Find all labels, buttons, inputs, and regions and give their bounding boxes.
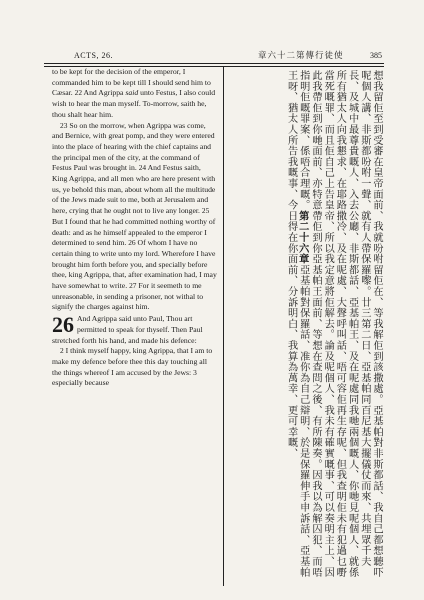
verse-paragraph: 23 So on the morrow, when Agrippa was come, and Bernice, with great pomp, and they were entered into the place of hearing with the chief captains and the principal men of the city, at the command of Festus Paul was brought in. 24 And Festus saith, King Agrippa, and all men who are here present with us, ye behold this man, about whom all the multitude of the Jews made suit to me, both at Jerusalem and here, crying that he ought not to live any longer. 25 But I found that he had committed nothing worthy of death: and as he himself appealed to the emperor I determined to send him. 26 Of whom I have no certain thing to write unto my lord. Wherefore I have brought him forth before you, and specially before thee, king Agrippa, that, after examination had, I may have somewhat to write. 27 For it seemeth to me unreasonable, in sending a prisoner, not withal to signify the charges against him.	[52, 120, 217, 312]
header-chinese-title: 章六十二第傳行徒使	[258, 50, 344, 60]
chapter-start-paragraph: 26 And Agrippa said unto Paul, Thou art permitted to speak for thyself. Then Paul stretched forth his hand, and made his defence:	[52, 312, 203, 345]
chinese-chapter-heading: 第二十六章	[296, 210, 309, 265]
chapter-number: 26	[52, 312, 74, 338]
running-header	[44, 48, 384, 62]
column-divider	[223, 66, 224, 586]
chinese-column	[228, 70, 382, 580]
verse-paragraph: 2 I think myself happy, king Agrippa, that I am to make my defence before thee this day touching all the things whereof I am accused by the Jews: 3 especially because	[52, 346, 213, 388]
header-rule-top	[44, 63, 384, 64]
chinese-text-2: 亞基帕對保羅話、准你為自己辯明、於是保羅伸手申訴話、亞基帕王呀、猶太人所告我嘅事、今日得在你面前、分訴明白、我算為萬幸、更可幸嘅、	[285, 70, 309, 578]
page-number: 385	[370, 50, 382, 60]
english-text: to be kept for the decision of the emperor, I commanded him to be kept till I should send him to Cæsar. 22 And Agrippa said unto Festus, I also could wish to hear the man myself. To-morrow, saith he, thou shalt hear him.	[52, 67, 216, 119]
english-column	[52, 67, 218, 389]
chinese-text: 想我留佢至到受審在皇帝面前、我就吩咐留佢在、等我解佢到該撒處。亞基帕對非斯都話、我自己都想聽吓呢個人講、非斯都吩咐一聲、就有人帶保羅嚟。廿三第二日、亞基帕同百尼基大擺儀仗而來、共埋眾千夫長、及城中最尊貴嘅人、入去公廳、非斯都話、亞基帕王、及在呢處同我哋兩個嘅人、你哋見呢個人、就係所有猶太人向我懇求、在耶路撒冷、及在呢處、大聲呼叫話、唔可容佢再生存呢、但我查明佢未有犯過乜嘢當死嘅罪、而且佢自己上告皇帝、所以我定意將佢解去。論及呢個人、我未有確實嘅事、可以奏明主上、因此我帶佢到你哋面前、亦特意帶佢到你亞基帕王面前、等想在查問之後、有所陳奏。因我以為解囚犯、而唔指明佢嘅罪案、係唔合理嘅。	[297, 70, 382, 578]
header-book-chapter: ACTS, 26.	[74, 50, 113, 60]
